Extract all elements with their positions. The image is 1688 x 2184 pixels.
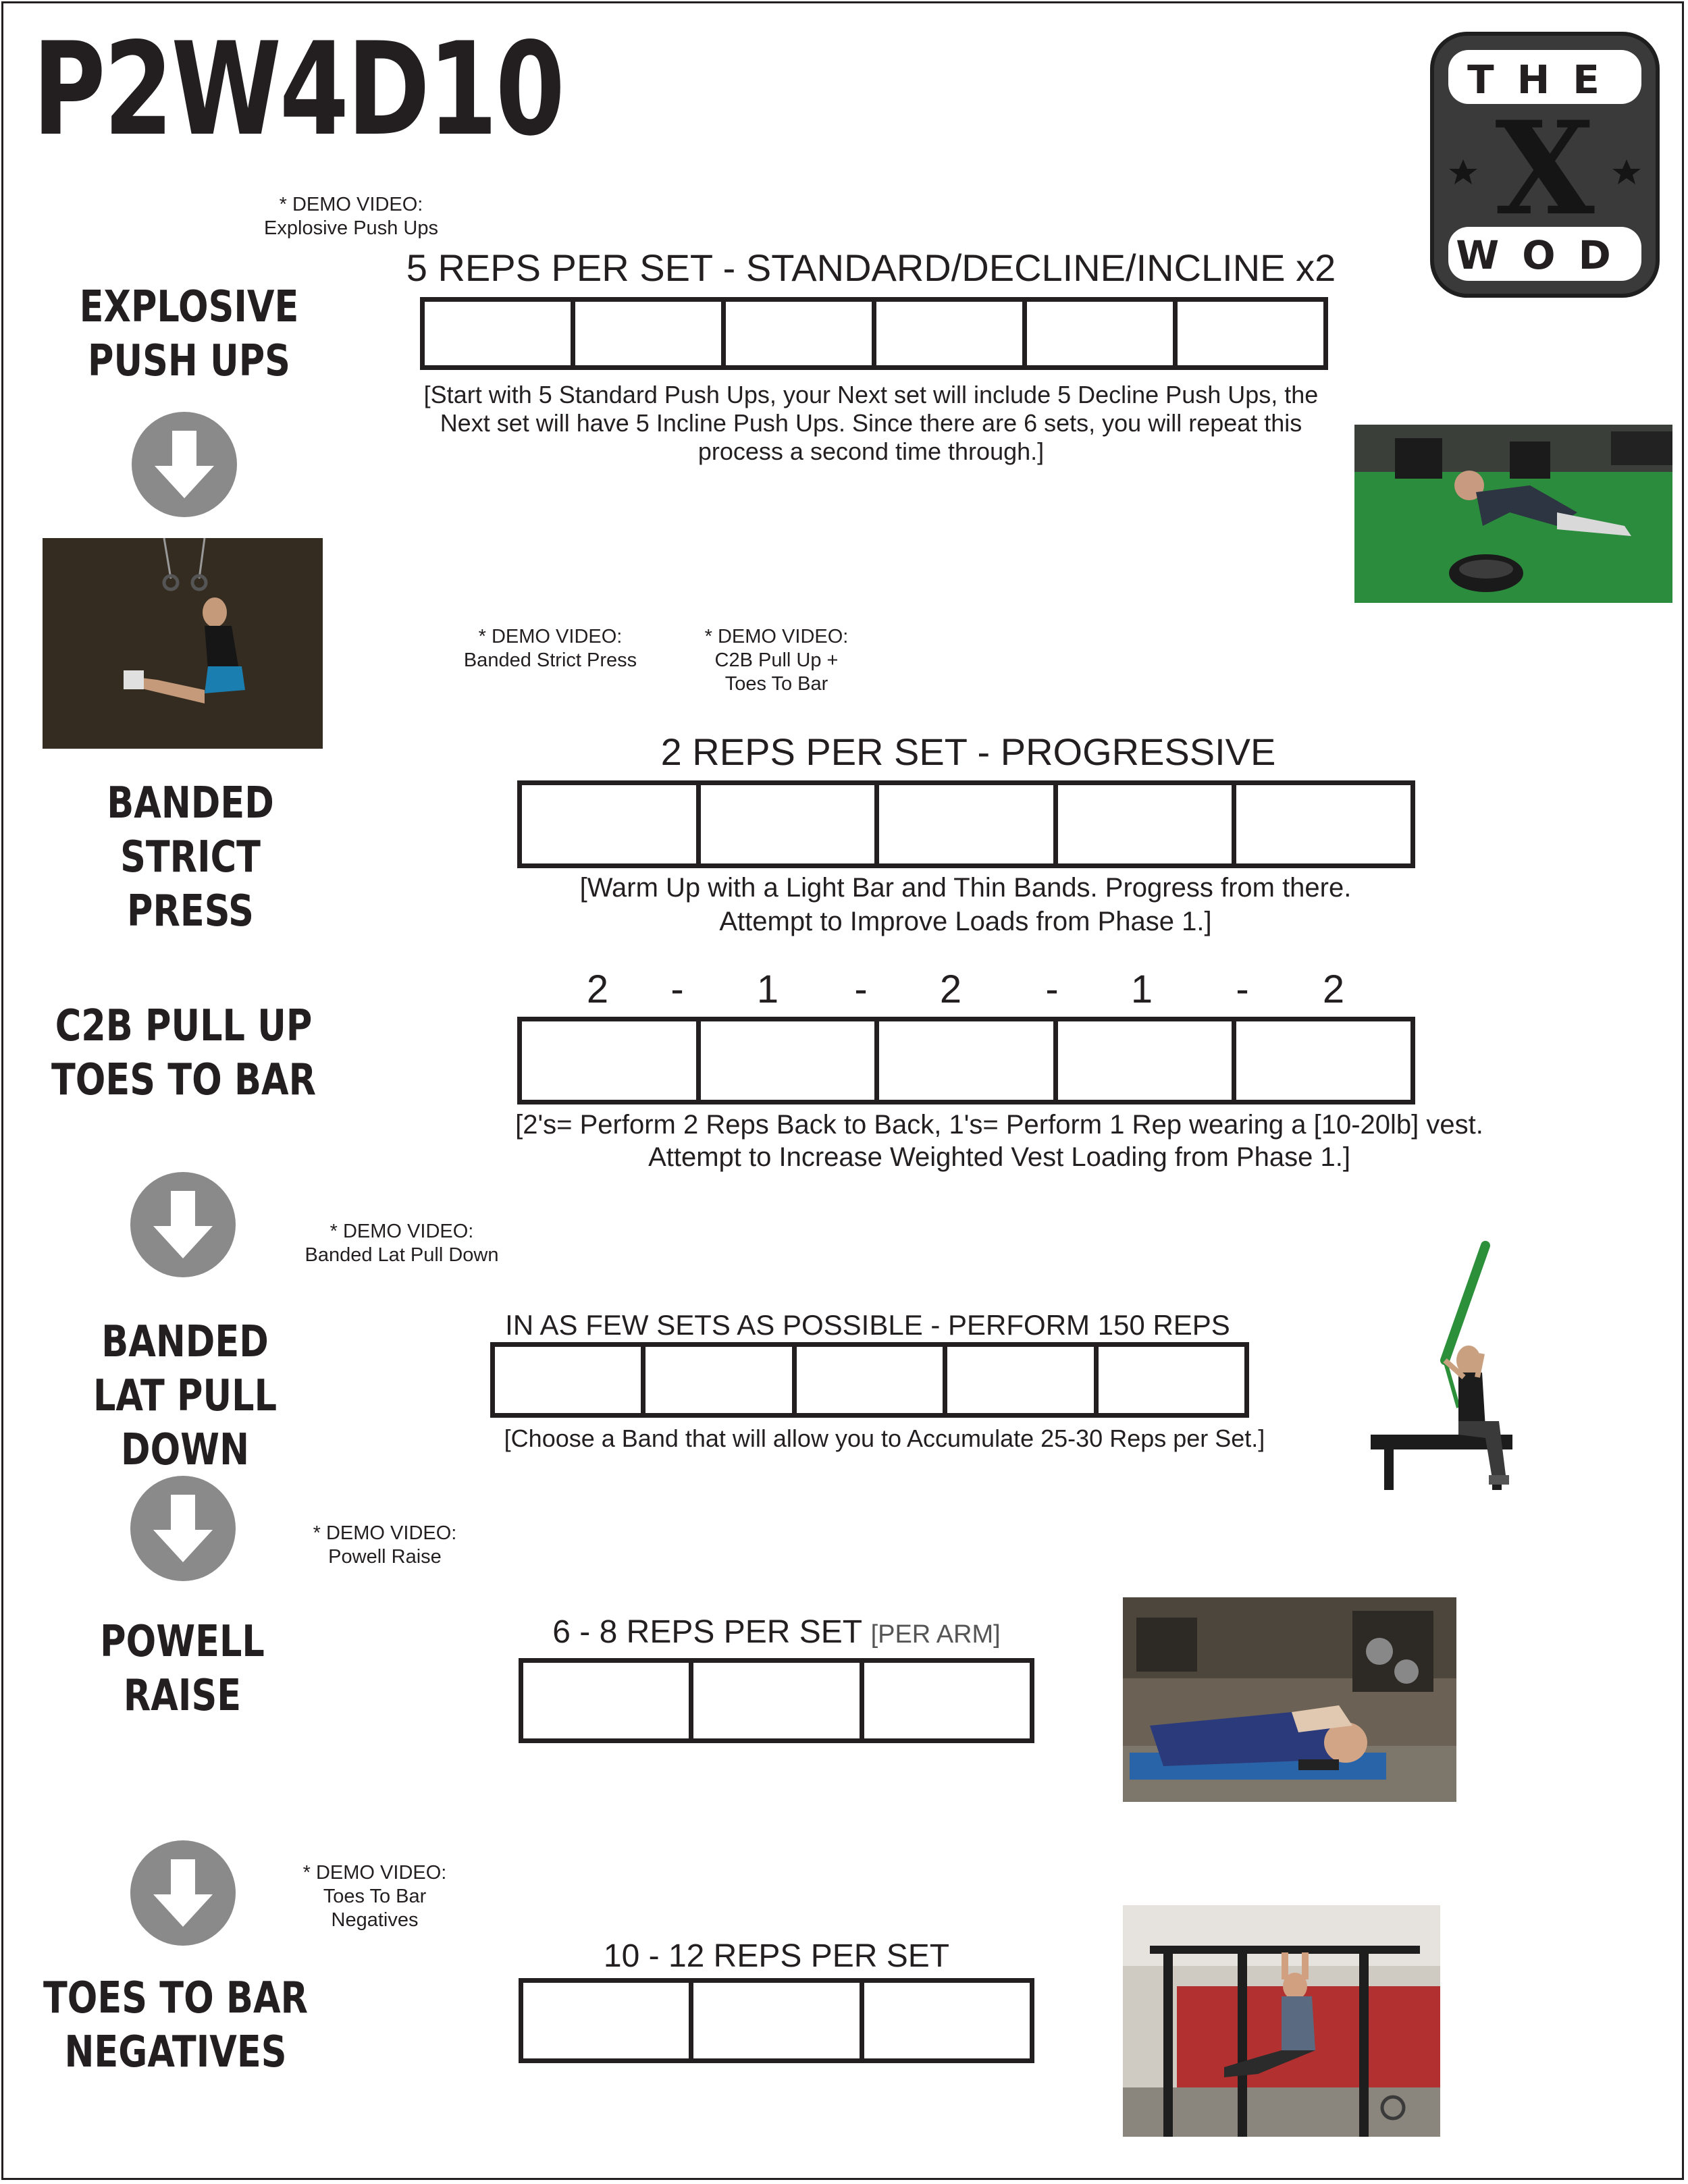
sequence-item: 2: [586, 967, 609, 1011]
set-log-grid: [490, 1342, 1249, 1418]
logo-top-text: THE: [1467, 57, 1623, 103]
demo-video-title-line1: C2B Pull Up +: [714, 649, 839, 671]
lat-pull-down-demo-photo: [1364, 1239, 1553, 1502]
exercise-name-banded-strict-press: [52, 776, 329, 938]
sequence-item: -: [1236, 967, 1249, 1011]
set-log-cell[interactable]: [1099, 1347, 1244, 1413]
the-x-wod-logo: [1429, 31, 1660, 298]
set-log-cell[interactable]: [523, 1663, 693, 1738]
exercise-instructions: [473, 871, 1458, 938]
set-log-cell[interactable]: [1236, 1021, 1410, 1100]
rep-scheme-header: 5 REPS PER SET - STANDARD/DECLINE/INCLINE x2: [406, 246, 1336, 289]
set-log-cell[interactable]: [879, 785, 1058, 863]
exercise-name-toes-to-bar-negatives: [37, 1971, 314, 2079]
set-log-cell[interactable]: [876, 302, 1027, 365]
exercise-name-line2: TOES TO BAR: [51, 1055, 317, 1105]
exercise-name-line1: BANDED: [101, 1317, 269, 1367]
set-log-cell[interactable]: [726, 302, 876, 365]
demo-video-title-line2: Toes To Bar: [724, 673, 828, 695]
exercise-name-line1: POWELL: [100, 1617, 265, 1667]
instruction-line: Attempt to Improve Loads from Phase 1.]: [719, 907, 1212, 936]
sequence-item: 2: [1322, 967, 1345, 1011]
down-arrow-icon: [130, 1840, 236, 1946]
demo-video-label: * DEMO VIDEO:: [704, 626, 849, 647]
exercise-instructions: [378, 381, 1364, 466]
exercise-instructions: [405, 1109, 1593, 1173]
exercise-name-line1: C2B PULL UP: [55, 1001, 313, 1051]
instruction-line: [2's= Perform 2 Reps Back to Back, 1's= Perform 1 Rep wearing a [10-20lb] vest.: [515, 1110, 1483, 1140]
instruction-line: Attempt to Increase Weighted Vest Loading from Phase 1.]: [648, 1142, 1350, 1172]
demo-video-link-powell-raise[interactable]: [284, 1522, 486, 1569]
set-log-grid: [519, 1658, 1034, 1743]
rep-scheme-text: 6 - 8 REPS PER SET: [552, 1614, 862, 1650]
set-log-grid: [519, 1978, 1034, 2063]
demo-video-title: Powell Raise: [328, 1546, 442, 1568]
push-up-demo-photo: [1354, 425, 1672, 603]
demo-video-label: * DEMO VIDEO:: [478, 626, 623, 647]
demo-video-title: Banded Strict Press: [463, 649, 637, 671]
sequence-item: -: [670, 967, 684, 1011]
exercise-name-line2: STRICT PRESS: [120, 832, 261, 936]
demo-video-label: * DEMO VIDEO:: [279, 194, 423, 215]
exercise-name-c2b-pull-up-toes-to-bar: [45, 999, 322, 1107]
set-log-cell[interactable]: [797, 1347, 947, 1413]
sequence-item: -: [854, 967, 868, 1011]
set-log-cell[interactable]: [693, 1983, 864, 2058]
down-arrow-icon: [130, 1476, 236, 1581]
sequence-item: 1: [756, 967, 779, 1011]
sequence-item: 2: [939, 967, 962, 1011]
exercise-name-line2: NEGATIVES: [64, 2027, 287, 2077]
powell-raise-demo-photo: [1123, 1597, 1456, 1802]
rep-scheme-header: IN AS FEW SETS AS POSSIBLE - PERFORM 150 REPS: [505, 1309, 1230, 1341]
rep-scheme-header: 2 REPS PER SET - PROGRESSIVE: [660, 730, 1276, 773]
set-log-cell[interactable]: [523, 1983, 693, 2058]
set-log-cell[interactable]: [693, 1663, 864, 1738]
logo-bottom-text: WOD: [1456, 232, 1634, 278]
set-log-cell[interactable]: [947, 1347, 1098, 1413]
set-log-cell[interactable]: [522, 1021, 701, 1100]
set-log-cell[interactable]: [425, 302, 575, 365]
set-log-cell[interactable]: [879, 1021, 1058, 1100]
instruction-line: Next set will have 5 Incline Push Ups. Since there are 6 sets, you will repeat this: [440, 409, 1302, 437]
set-log-cell[interactable]: [864, 1663, 1030, 1738]
set-log-cell[interactable]: [1236, 785, 1410, 863]
exercise-name-line2: RAISE: [123, 1671, 242, 1721]
demo-video-label: * DEMO VIDEO:: [329, 1221, 474, 1242]
exercise-instructions: [446, 1424, 1323, 1453]
set-log-grid: [517, 780, 1415, 868]
sequence-item: 1: [1130, 967, 1153, 1011]
set-log-grid: [517, 1017, 1415, 1104]
exercise-name-line2: PUSH UPS: [88, 336, 290, 386]
demo-video-link-banded-strict-press[interactable]: [446, 625, 655, 672]
set-log-cell[interactable]: [645, 1347, 796, 1413]
set-log-cell[interactable]: [1058, 785, 1237, 863]
demo-video-title-line2: Negatives: [331, 1909, 419, 1931]
set-log-cell[interactable]: [701, 1021, 880, 1100]
set-log-cell[interactable]: [575, 302, 726, 365]
demo-video-link-toes-to-bar-negatives[interactable]: [277, 1861, 473, 1932]
set-log-cell[interactable]: [1178, 302, 1323, 365]
demo-video-title: Explosive Push Ups: [264, 217, 438, 239]
instruction-line: [Start with 5 Standard Push Ups, your Next set will include 5 Decline Push Ups, the: [423, 381, 1319, 408]
rep-scheme-suffix: [PER ARM]: [870, 1620, 1001, 1649]
page-title: P2W4D10: [32, 15, 563, 164]
instruction-line: [Warm Up with a Light Bar and Thin Bands. Progress from there.: [579, 873, 1352, 903]
set-log-cell[interactable]: [495, 1347, 645, 1413]
demo-video-label: * DEMO VIDEO:: [313, 1522, 457, 1544]
set-log-cell[interactable]: [864, 1983, 1030, 2058]
logo-middle-text: X: [1495, 93, 1595, 244]
sequence-item: -: [1045, 967, 1059, 1011]
exercise-name-banded-lat-pull-down: [47, 1315, 323, 1477]
demo-video-title-line1: Toes To Bar: [323, 1886, 427, 1907]
exercise-name-line1: TOES TO BAR: [43, 1973, 309, 2023]
ring-athlete-photo: [43, 538, 323, 749]
exercise-name-explosive-push-ups: [51, 280, 327, 388]
set-log-cell[interactable]: [701, 785, 880, 863]
rep-scheme-header: [520, 1614, 1033, 1653]
set-log-cell[interactable]: [1027, 302, 1178, 365]
demo-video-title: Banded Lat Pull Down: [305, 1244, 499, 1266]
toes-to-bar-demo-photo: [1123, 1905, 1440, 2137]
down-arrow-icon: [132, 412, 237, 517]
instruction-line: process a second time through.]: [697, 437, 1045, 465]
demo-video-link-c2b-toes-to-bar[interactable]: [682, 625, 871, 696]
exercise-name-line1: EXPLOSIVE: [79, 282, 299, 332]
down-arrow-icon: [130, 1172, 236, 1277]
set-log-cell[interactable]: [1058, 1021, 1237, 1100]
demo-video-link-banded-lat-pull-down[interactable]: [284, 1220, 520, 1267]
exercise-name-line1: BANDED: [107, 778, 274, 828]
exercise-name-line2: LAT PULL DOWN: [93, 1371, 278, 1475]
demo-video-link-explosive-push-ups[interactable]: [230, 193, 473, 240]
set-log-cell[interactable]: [522, 785, 701, 863]
set-log-grid: [420, 297, 1328, 370]
exercise-name-powell-raise: [44, 1615, 321, 1723]
instruction-line: [Choose a Band that will allow you to Accumulate 25-30 Reps per Set.]: [504, 1424, 1265, 1452]
rep-scheme-header: 10 - 12 REPS PER SET: [603, 1938, 950, 1974]
demo-video-label: * DEMO VIDEO:: [302, 1862, 447, 1884]
